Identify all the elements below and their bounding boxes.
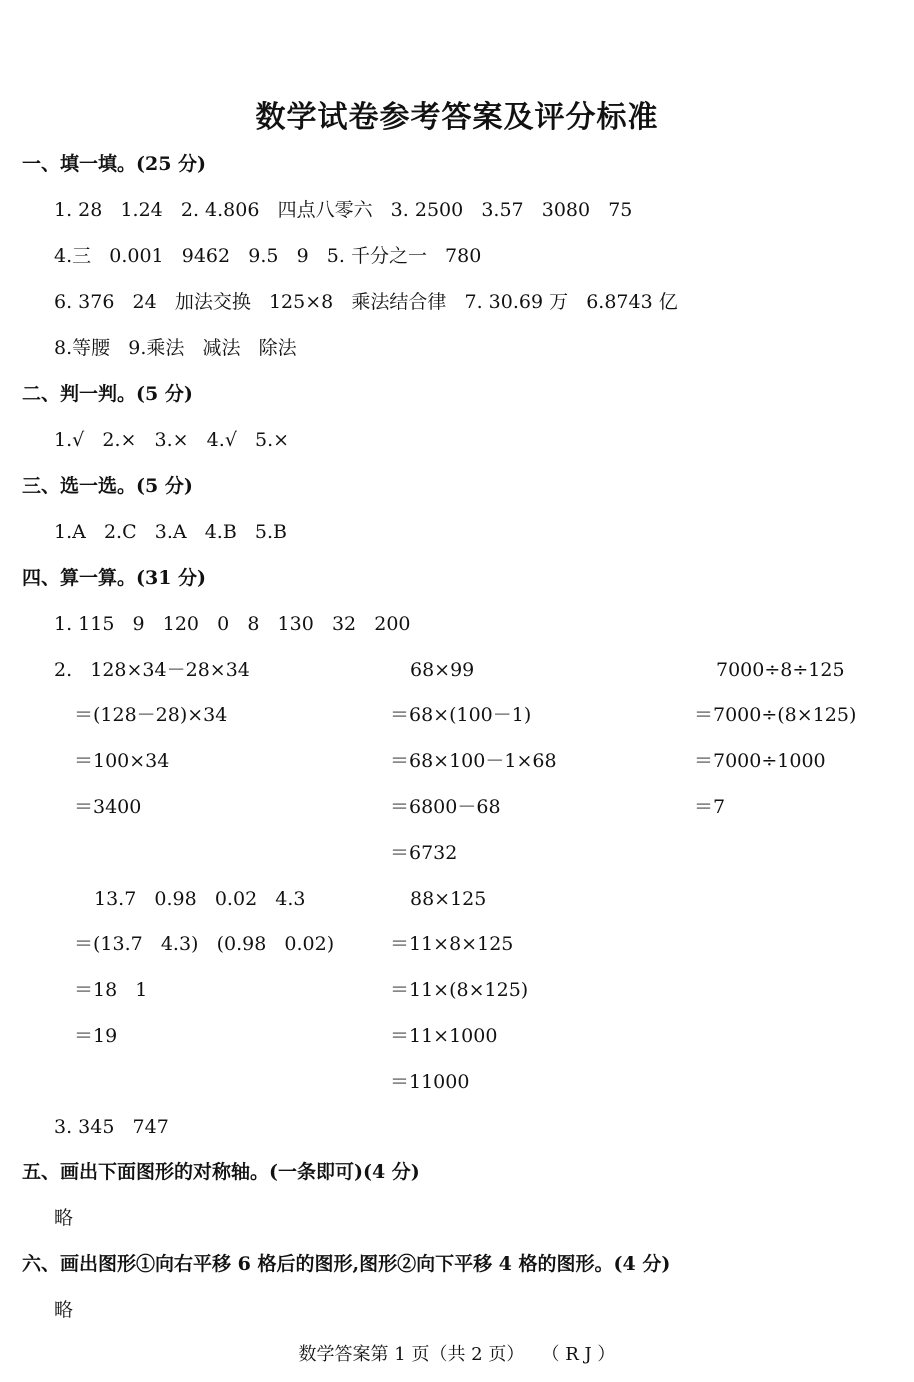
page-title: 数学试卷参考答案及评分标准 bbox=[255, 100, 659, 135]
calc-p5-step-0: 88×125 bbox=[410, 888, 487, 910]
calc-answer-line-1: 1. 115 9 120 0 8 130 32 200 bbox=[54, 613, 411, 635]
calc-p4-step-3: ＝19 bbox=[74, 1025, 118, 1047]
calc-p5-step-4: ＝11000 bbox=[390, 1071, 470, 1093]
calc-p1-step-3: ＝3400 bbox=[74, 796, 142, 818]
section-4-heading: 四、算一算。(31 分) bbox=[22, 567, 207, 589]
judge-answer-line: 1.√ 2.× 3.× 4.√ 5.× bbox=[54, 429, 290, 451]
calc-p4-step-2: ＝18 1 bbox=[74, 979, 148, 1001]
calc-p2-step-2: ＝68×100－1×68 bbox=[390, 750, 557, 772]
section-3-heading: 三、选一选。(5 分) bbox=[22, 475, 193, 497]
calc-p2-step-3: ＝6800－68 bbox=[390, 796, 501, 818]
calc-p3-step-3: ＝7 bbox=[694, 796, 726, 818]
calc-p2-step-1: ＝68×(100－1) bbox=[390, 704, 532, 726]
calc-p1-step-2: ＝100×34 bbox=[74, 750, 170, 772]
calc-p5-step-2: ＝11×(8×125) bbox=[390, 979, 529, 1001]
calc-answer-line-3: 3. 345 747 bbox=[54, 1116, 169, 1138]
calc-p5-step-3: ＝11×1000 bbox=[390, 1025, 498, 1047]
section-2-heading: 二、判一判。(5 分) bbox=[22, 383, 193, 405]
calc-p4-step-1: ＝(13.7 4.3) (0.98 0.02) bbox=[74, 933, 335, 955]
calc-p2-step-4: ＝6732 bbox=[390, 842, 458, 864]
section-5-answer: 略 bbox=[54, 1207, 74, 1229]
fill-answer-line-2: 4.三 0.001 9462 9.5 9 5. 千分之一 780 bbox=[54, 245, 482, 267]
fill-answer-line-1: 1. 28 1.24 2. 4.806 四点八零六 3. 2500 3.57 3080 75 bbox=[54, 199, 633, 221]
calc-p3-step-2: ＝7000÷1000 bbox=[694, 750, 826, 772]
section-5-heading: 五、画出下面图形的对称轴。(一条即可)(4 分) bbox=[22, 1161, 420, 1183]
fill-answer-line-4: 8.等腰 9.乘法 减法 除法 bbox=[54, 337, 297, 359]
section-6-heading: 六、画出图形①向右平移 6 格后的图形,图形②向下平移 4 格的图形。(4 分) bbox=[22, 1253, 671, 1275]
page-footer: 数学答案第 1 页（共 2 页） （ R J ） bbox=[298, 1344, 616, 1365]
calc-p2-step-0: 68×99 bbox=[410, 659, 475, 681]
calc-p1-step-1: ＝(128－28)×34 bbox=[74, 704, 228, 726]
calc-p1-step-0: 2. 128×34－28×34 bbox=[54, 659, 250, 681]
calc-p3-step-1: ＝7000÷(8×125) bbox=[694, 704, 857, 726]
calc-p5-step-1: ＝11×8×125 bbox=[390, 933, 514, 955]
calc-p3-step-0: 7000÷8÷125 bbox=[716, 659, 845, 681]
section-6-answer: 略 bbox=[54, 1299, 74, 1321]
calc-p4-step-0: 13.7 0.98 0.02 4.3 bbox=[94, 888, 306, 910]
fill-answer-line-3: 6. 376 24 加法交换 125×8 乘法结合律 7. 30.69 万 6.8743 亿 bbox=[54, 291, 678, 313]
choose-answer-line: 1.A 2.C 3.A 4.B 5.B bbox=[54, 521, 288, 543]
section-1-heading: 一、填一填。(25 分) bbox=[22, 153, 207, 175]
